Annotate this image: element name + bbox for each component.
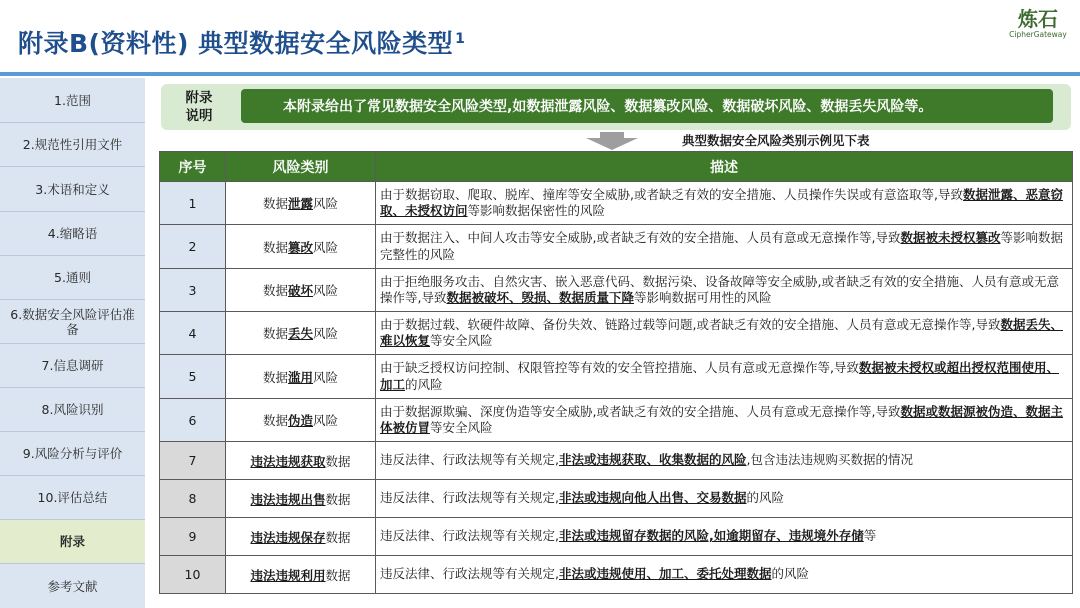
category-keyword: 保存 [300, 529, 326, 545]
brand-logo [1008, 8, 1068, 40]
description-text: 由于数据源欺骗、深度伪造等安全威胁,或者缺乏有效的安全措施、人员有意或无意操作等,导致 [380, 403, 901, 419]
table-row [160, 312, 1073, 355]
risk-description [376, 312, 1073, 355]
description-emphasis: 数据被未授权篡改 [900, 230, 1001, 245]
sidebar-item-label: 1.范围 [54, 92, 91, 108]
table-row [160, 269, 1073, 312]
sidebar-item-label: 2.规范性引用文件 [22, 137, 123, 152]
risk-category [226, 480, 376, 518]
risk-category [226, 269, 376, 312]
sidebar-item-scope[interactable] [0, 78, 145, 123]
category-suffix: 数据 [325, 453, 351, 469]
row-number: 6 [160, 399, 226, 442]
description-text: 等影响数据可用性的风险 [634, 290, 772, 305]
description-text: 等影响数据完整性的风险 [380, 230, 1063, 262]
description-emphasis: 数据被破坏、毁损、数据质量下降 [446, 290, 634, 305]
footnote-marker: 1 [455, 30, 466, 47]
description-text: 的风险 [746, 490, 785, 506]
description-emphasis: 非法或违规获取、收集数据的风险 [558, 452, 747, 468]
category-keyword: 滥用 [287, 369, 313, 385]
category-prefix: 违法违规 [250, 491, 301, 507]
description-text: 违反法律、行政法规等有关规定, [380, 452, 559, 468]
category-prefix: 违法违规 [250, 453, 301, 469]
sidebar-item-label: 参考文献 [47, 578, 98, 594]
row-number: 7 [160, 442, 226, 480]
category-suffix: 风险 [313, 413, 339, 428]
table-row [160, 518, 1073, 556]
sidebar-item-label: 附录 [59, 534, 85, 549]
row-number: 10 [160, 556, 226, 594]
sidebar-item-general[interactable] [0, 256, 145, 300]
risk-description [376, 442, 1073, 480]
category-keyword: 利用 [300, 567, 326, 583]
description-text: 等安全风险 [430, 333, 493, 348]
description-emphasis: 数据泄露、恶意窃取、未授权访问 [380, 186, 1063, 218]
description-text: 由于数据窃取、爬取、脱库、撞库等安全威胁,或者缺乏有效的安全措施、人员操作失误或有意盗取等,导致 [380, 186, 963, 202]
table-caption: 典型数据安全风险类别示例见下表 [682, 133, 870, 148]
description-text: 等安全风险 [430, 420, 493, 435]
page-title-text: 附录B(资料性) 典型数据安全风险类型 [18, 29, 454, 58]
sidebar-item-label: 9.风险分析与评价 [22, 446, 123, 461]
description-text: 的风险 [405, 376, 443, 392]
page-title [18, 24, 465, 60]
category-suffix: 数据 [325, 529, 351, 545]
row-number: 8 [160, 480, 226, 518]
description-emphasis: 数据被未授权或超出授权范围使用、加工 [380, 360, 1059, 392]
risk-category [226, 355, 376, 399]
category-suffix: 风险 [313, 196, 339, 211]
sidebar [0, 78, 145, 608]
sidebar-item-preparation[interactable] [0, 300, 145, 344]
row-number: 3 [160, 269, 226, 312]
category-keyword: 丢失 [287, 326, 313, 341]
column-header-category: 风险类别 [226, 152, 376, 182]
note-label-line2: 说明 [185, 108, 213, 124]
description-text: 由于数据注入、中间人攻击等安全威胁,或者缺乏有效的安全措施、人员有意或无意操作等,导致 [380, 230, 901, 245]
category-suffix: 风险 [313, 239, 339, 255]
description-emphasis: 非法或违规留存数据的风险,如逾期留存、违规境外存储 [558, 528, 864, 544]
row-number: 4 [160, 312, 226, 355]
description-text: 违反法律、行政法规等有关规定, [380, 528, 559, 544]
header-divider [0, 72, 1080, 76]
sidebar-item-label: 5.通则 [54, 270, 91, 285]
category-prefix: 数据 [262, 283, 288, 298]
appendix-note-text: 本附录给出了常见数据安全风险类型,如数据泄露风险、数据篡改风险、数据破坏风险、数据丢失风险等。 [241, 89, 1053, 123]
description-text: 由于数据过载、软硬件故障、备份失效、链路过载等问题,或者缺乏有效的安全措施、人员有意或无意操作等,导致 [380, 316, 1001, 332]
table-row [160, 442, 1073, 480]
description-text: ,包含违法违规购买数据的情况 [746, 452, 913, 468]
category-prefix: 数据 [262, 413, 288, 428]
category-suffix: 风险 [313, 283, 339, 298]
category-suffix: 数据 [325, 567, 351, 583]
row-number: 9 [160, 518, 226, 556]
row-number: 5 [160, 355, 226, 399]
risk-category [226, 518, 376, 556]
sidebar-item-abbreviations[interactable] [0, 212, 145, 256]
sidebar-item-label: 4.缩略语 [47, 226, 98, 241]
table-row [160, 399, 1073, 442]
sidebar-item-label: 3.术语和定义 [35, 181, 110, 197]
category-prefix: 违法违规 [250, 567, 301, 583]
category-suffix: 风险 [313, 369, 339, 385]
description-text: 由于拒绝服务攻击、自然灾害、嵌入恶意代码、数据污染、设备故障等安全威胁,或者缺乏有效的安全措施、人员有意或无意操作等,导致 [380, 273, 1059, 305]
risk-description [376, 269, 1073, 312]
category-prefix: 违法违规 [250, 529, 301, 545]
description-text: 等 [863, 528, 877, 544]
description-text: 违反法律、行政法规等有关规定, [380, 490, 559, 506]
row-number: 2 [160, 225, 226, 269]
sidebar-item-label: 7.信息调研 [41, 358, 104, 373]
description-text: 等影响数据保密性的风险 [467, 203, 606, 218]
column-header-num: 序号 [160, 152, 226, 182]
risk-type-table [159, 151, 1073, 594]
table-row [160, 480, 1073, 518]
risk-category [226, 182, 376, 225]
risk-description [376, 355, 1073, 399]
category-prefix: 数据 [262, 369, 288, 385]
category-keyword: 获取 [300, 453, 326, 469]
risk-description [376, 556, 1073, 594]
logo-cn: 炼石 [1018, 7, 1058, 31]
logo-en: CipherGateway [1009, 30, 1067, 39]
category-prefix: 数据 [262, 196, 288, 211]
table-row [160, 182, 1073, 225]
description-emphasis: 数据丢失、难以恢复 [380, 316, 1063, 348]
risk-category [226, 442, 376, 480]
sidebar-item-summary[interactable] [0, 476, 145, 520]
category-prefix: 数据 [262, 326, 288, 341]
sidebar-item-analysis[interactable] [0, 432, 145, 476]
risk-category [226, 556, 376, 594]
note-label-line1: 附录 [185, 90, 213, 106]
description-text: 由于缺乏授权访问控制、权限管控等有效的安全管控措施、人员有意或无意操作等,导致 [380, 360, 859, 375]
category-keyword: 伪造 [287, 413, 313, 428]
sidebar-item-label: 10.评估总结 [37, 490, 108, 505]
description-text: 的风险 [771, 566, 810, 582]
category-keyword: 破坏 [287, 283, 313, 298]
risk-description [376, 480, 1073, 518]
table-row [160, 556, 1073, 594]
description-emphasis: 非法或违规使用、加工、委托处理数据 [558, 566, 772, 582]
risk-description [376, 182, 1073, 225]
column-header-description: 描述 [376, 152, 1073, 182]
risk-category [226, 225, 376, 269]
category-keyword: 出售 [300, 491, 326, 507]
risk-description [376, 399, 1073, 442]
table-header-row [160, 152, 1073, 182]
risk-category [226, 399, 376, 442]
sidebar-item-identification[interactable] [0, 388, 145, 432]
description-text: 违反法律、行政法规等有关规定, [380, 566, 559, 582]
category-keyword: 篡改 [287, 239, 313, 255]
sidebar-item-terms[interactable] [0, 167, 145, 212]
table-row [160, 225, 1073, 269]
sidebar-item-appendix[interactable] [0, 520, 145, 564]
row-number: 1 [160, 182, 226, 225]
sidebar-item-references[interactable] [0, 123, 145, 167]
sidebar-item-label: 8.风险识别 [41, 402, 104, 417]
category-suffix: 数据 [325, 491, 351, 507]
description-emphasis: 非法或违规向他人出售、交易数据 [558, 490, 747, 506]
sidebar-item-label: 6.数据安全风险评估准备 [10, 306, 135, 337]
appendix-note-label [169, 89, 229, 125]
appendix-note [161, 84, 1071, 130]
risk-description [376, 518, 1073, 556]
risk-description [376, 225, 1073, 269]
description-emphasis: 数据或数据源被伪造、数据主体被仿冒 [380, 403, 1063, 435]
page-header [0, 0, 1080, 72]
sidebar-item-investigation[interactable] [0, 344, 145, 388]
down-arrow-icon [586, 132, 638, 150]
category-prefix: 数据 [262, 239, 288, 255]
category-keyword: 泄露 [287, 196, 313, 211]
sidebar-item-bibliography[interactable] [0, 564, 145, 608]
table-row [160, 355, 1073, 399]
risk-category [226, 312, 376, 355]
category-suffix: 风险 [313, 326, 339, 341]
